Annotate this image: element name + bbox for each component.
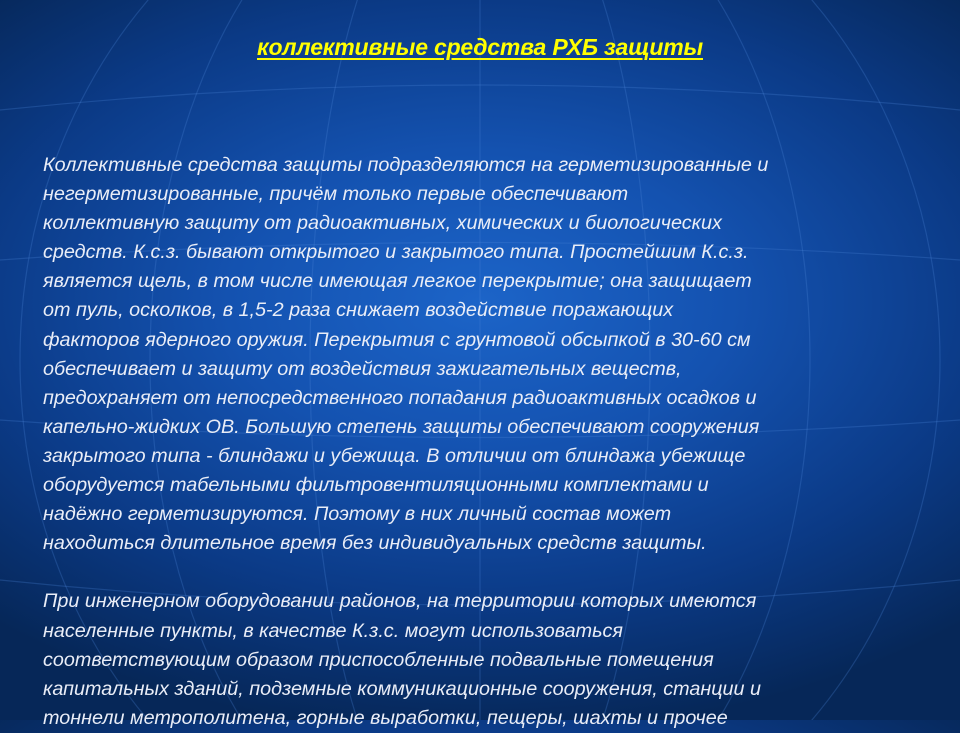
paragraph-1: Коллективные средства защиты подразделяются на герметизированные и негерметизированные, причём только первые обеспечивают коллективную защиту от радиоактивных, химических и биологических средств. К.с.з. бывают открытого и закрытого типа. Простейшим К.с.з. является щель, в том числе имеющая легкое перекрытие; она защищает от пуль, осколков, в 1,5-2 раза снижает воздействие поражающих факторов ядерного оружия. Перекрытия с грунтовой обсыпкой в 30-60 см обеспечивает и защиту от воздействия зажигательных веществ, предохраняет от непосредственного попадания радиоактивных осадков и капельно-жидких ОВ. Большую степень защиты обеспечивают сооружения закрытого типа - блиндажи и убежища. В отличии от блиндажа убежище оборудуется табельными фильтровентиляционными комплектами и надёжно герметизируются. Поэтому в них личный состав может находиться длительное время без индивидуальных средств защиты. xyxy=(43,154,769,555)
slide-title: коллективные средства РХБ защиты xyxy=(257,34,703,60)
paragraph-2: При инженерном оборудовании районов, на территории которых имеются населенные пункты, в качестве К.з.с. могут использоваться соответствующим образом приспособленные подвальные помещения капитальных зданий, подземные коммуникационные сооружения, станции и тоннели метрополитена, горные выработки, пещеры, шахты и прочее xyxy=(43,590,762,729)
slide-body xyxy=(43,151,933,733)
